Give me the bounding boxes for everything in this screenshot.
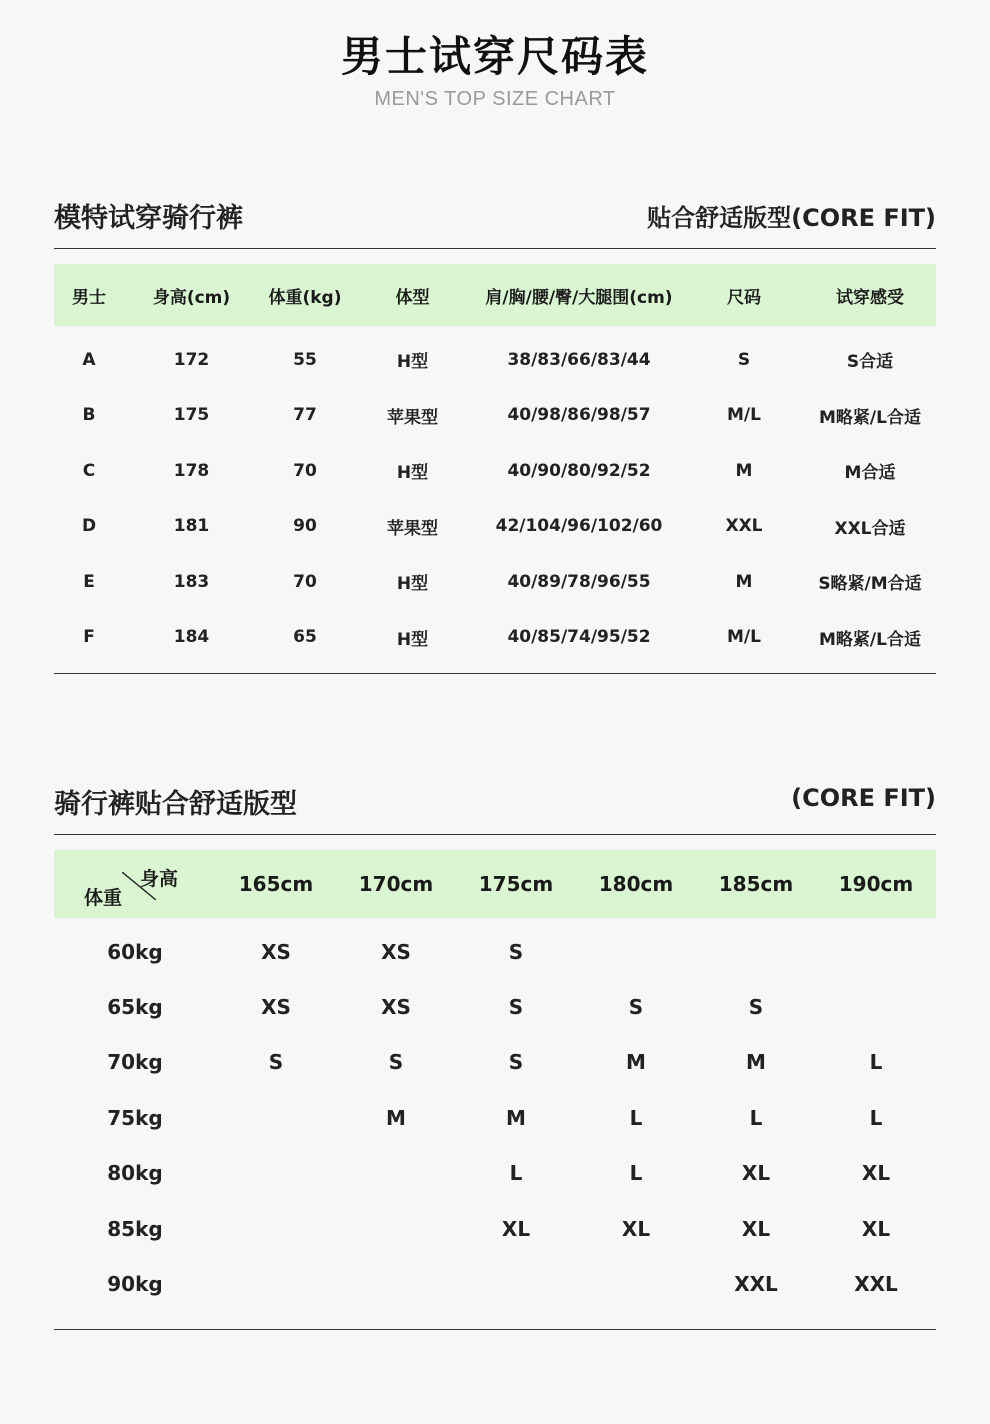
- model-fit-table: [54, 264, 936, 665]
- page-title: 男士试穿尺码表: [340, 32, 649, 81]
- size-section-header: [54, 782, 936, 822]
- size-cell: XS: [381, 939, 411, 964]
- size-cell: S: [508, 995, 524, 1020]
- model-table-column-header: 体型: [395, 287, 430, 308]
- table-cell: 40/90/80/92/52: [507, 460, 651, 481]
- model-section-title: 模特试穿骑行裤: [54, 203, 243, 234]
- table-row: [54, 1201, 936, 1256]
- table-cell: 40/85/74/95/52: [507, 627, 651, 648]
- size-cell: [216, 1256, 336, 1311]
- size-cell: [336, 1256, 456, 1311]
- weight-row-label: 80kg: [107, 1161, 163, 1186]
- size-cell: L: [509, 1161, 523, 1186]
- model-table-column-header: 身高(cm): [152, 287, 231, 308]
- size-cell: XL: [861, 1161, 891, 1186]
- table-cell: 55: [293, 349, 317, 370]
- weight-row-label: 60kg: [107, 939, 163, 964]
- table-cell: H型: [396, 629, 429, 650]
- height-column-header: 190cm: [838, 872, 914, 896]
- table-cell: F: [83, 627, 95, 648]
- size-cell: XL: [501, 1216, 531, 1241]
- size-cell: XS: [261, 939, 291, 964]
- table-cell: 70: [293, 460, 317, 481]
- table-cell: 175: [173, 405, 210, 426]
- table-row: [54, 1090, 936, 1145]
- table-row: [54, 1035, 936, 1090]
- model-table-column-header: 尺码: [727, 287, 761, 308]
- height-column-header: 175cm: [478, 872, 554, 896]
- table-cell: A: [82, 349, 96, 370]
- table-cell: M: [735, 571, 753, 592]
- table-cell: M略紧/L合适: [819, 407, 921, 428]
- size-section-title: 骑行裤贴合舒适版型: [54, 789, 297, 820]
- size-cell: S: [388, 1050, 404, 1075]
- corner-height-label: 身高: [140, 868, 179, 890]
- section-divider: [54, 1329, 936, 1330]
- model-table-column-header: 试穿感受: [836, 287, 904, 308]
- table-cell: XXL: [725, 516, 763, 537]
- table-cell: 181: [173, 516, 210, 537]
- size-section-fit-label: (CORE FIT): [791, 784, 936, 812]
- size-cell: XL: [861, 1216, 891, 1241]
- table-cell: H型: [396, 574, 429, 595]
- size-cell: L: [869, 1050, 883, 1075]
- size-cell: XXL: [854, 1272, 898, 1297]
- section-divider: [54, 834, 936, 835]
- size-cell: L: [749, 1105, 763, 1130]
- page-subtitle: MEN'S TOP SIZE CHART: [374, 88, 616, 110]
- table-cell: 42/104/96/102/60: [495, 516, 663, 537]
- table-cell: H型: [396, 463, 429, 484]
- size-cell: XL: [741, 1161, 771, 1186]
- size-cell: M: [506, 1105, 526, 1130]
- section-divider: [54, 673, 936, 674]
- size-cell: [336, 1201, 456, 1256]
- size-cell: [816, 979, 936, 1034]
- size-cell: [696, 918, 816, 979]
- table-cell: E: [83, 571, 95, 592]
- table-row: [54, 326, 936, 388]
- model-table-header-row: [54, 264, 936, 326]
- weight-row-label: 75kg: [107, 1105, 163, 1130]
- corner-header-cell: [54, 850, 216, 918]
- size-cell: L: [629, 1105, 643, 1130]
- table-row: [54, 1256, 936, 1311]
- size-chart-table: [54, 850, 936, 1312]
- model-table-column-header: 男士: [72, 287, 106, 308]
- corner-weight-label: 体重: [84, 887, 123, 909]
- table-cell: 40/98/86/98/57: [507, 405, 651, 426]
- table-cell: 90: [293, 516, 317, 537]
- table-cell: H型: [396, 352, 429, 373]
- model-table-column-header: 肩/胸/腰/臀/大腿围(cm): [485, 287, 673, 308]
- weight-row-label: 90kg: [107, 1272, 163, 1297]
- weight-row-label: 65kg: [107, 995, 163, 1020]
- table-cell: 178: [173, 460, 210, 481]
- size-cell: S: [508, 1050, 524, 1075]
- table-cell: S略紧/M合适: [818, 574, 922, 595]
- table-row: [54, 499, 936, 555]
- model-section-header: [54, 196, 936, 236]
- size-cell: M: [626, 1050, 646, 1075]
- size-cell: [216, 1201, 336, 1256]
- size-cell: L: [869, 1105, 883, 1130]
- height-column-header: 170cm: [358, 872, 434, 896]
- weight-row-label: 85kg: [107, 1216, 163, 1241]
- size-cell: XS: [261, 995, 291, 1020]
- table-cell: 172: [173, 349, 210, 370]
- table-cell: M/L: [727, 627, 761, 648]
- table-row: [54, 443, 936, 499]
- size-cell: [456, 1256, 576, 1311]
- size-cell: [216, 1090, 336, 1145]
- table-row: [54, 979, 936, 1034]
- size-cell: XL: [741, 1216, 771, 1241]
- size-cell: [816, 918, 936, 979]
- model-section-fit-label: 贴合舒适版型(CORE FIT): [647, 204, 936, 232]
- size-table-header-row: [54, 850, 936, 918]
- height-column-header: 165cm: [238, 872, 314, 896]
- size-cell: [336, 1146, 456, 1201]
- table-cell: D: [81, 516, 97, 537]
- height-column-header: 185cm: [718, 872, 794, 896]
- table-cell: M合适: [844, 463, 896, 484]
- table-cell: M/L: [727, 405, 761, 426]
- table-cell: XXL合适: [834, 518, 906, 539]
- size-cell: M: [386, 1105, 406, 1130]
- corner-diagonal-line: [122, 872, 156, 900]
- table-cell: 40/89/78/96/55: [507, 571, 651, 592]
- table-row: [54, 918, 936, 979]
- height-column-header: 180cm: [598, 872, 674, 896]
- section-divider: [54, 248, 936, 249]
- size-cell: [216, 1146, 336, 1201]
- table-row: [54, 388, 936, 444]
- table-cell: 183: [173, 571, 210, 592]
- table-cell: 苹果型: [387, 518, 438, 539]
- size-cell: [576, 918, 696, 979]
- table-cell: 184: [173, 627, 210, 648]
- table-cell: 苹果型: [387, 407, 438, 428]
- size-cell: [576, 1256, 696, 1311]
- size-cell: S: [628, 995, 644, 1020]
- table-cell: M: [735, 460, 753, 481]
- table-cell: 38/83/66/83/44: [507, 349, 651, 370]
- size-cell: XXL: [734, 1272, 778, 1297]
- table-row: [54, 554, 936, 610]
- size-cell: S: [268, 1050, 284, 1075]
- size-cell: XS: [381, 995, 411, 1020]
- table-cell: C: [82, 460, 96, 481]
- model-table-column-header: 体重(kg): [268, 287, 342, 308]
- table-cell: 77: [293, 405, 317, 426]
- table-cell: S: [737, 349, 751, 370]
- size-cell: M: [746, 1050, 766, 1075]
- table-cell: B: [82, 405, 96, 426]
- table-cell: 70: [293, 571, 317, 592]
- table-row: [54, 610, 936, 666]
- size-cell: L: [629, 1161, 643, 1186]
- table-cell: M略紧/L合适: [819, 629, 921, 650]
- table-cell: S合适: [846, 352, 894, 373]
- size-cell: XL: [621, 1216, 651, 1241]
- table-row: [54, 1146, 936, 1201]
- table-cell: 65: [293, 627, 317, 648]
- weight-row-label: 70kg: [107, 1050, 163, 1075]
- size-cell: S: [748, 995, 764, 1020]
- size-cell: S: [508, 939, 524, 964]
